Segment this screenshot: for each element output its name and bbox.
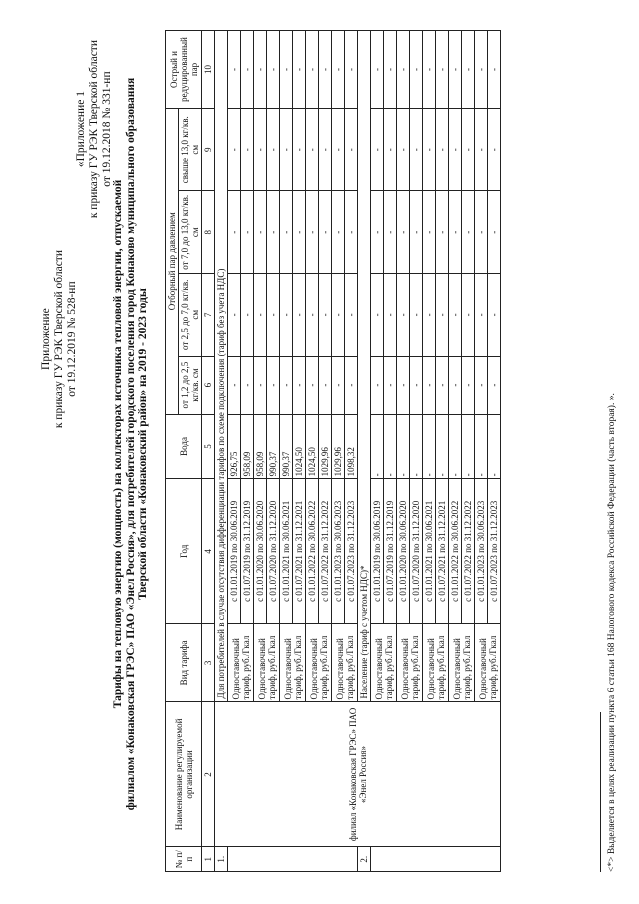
dash-cell: -: [410, 108, 423, 191]
period: с 01.07.2023 по 31.12.2023: [345, 479, 358, 624]
dash-cell: -: [254, 108, 267, 191]
header-org: Наименование регулируемой организации: [166, 702, 202, 847]
tariff-type: Одноставочный тариф, руб./Гкал: [280, 624, 306, 702]
dash-cell: -: [319, 31, 332, 109]
dash-cell: -: [228, 31, 241, 109]
tariff-type: Одноставочный тариф, руб./Гкал: [306, 624, 332, 702]
original-appendix-header: [75, 40, 114, 218]
period: с 01.01.2020 по 30.06.2020: [397, 479, 410, 624]
water-value: -: [371, 414, 384, 479]
dash-cell: -: [488, 31, 501, 109]
dash-cell: -: [241, 356, 254, 414]
dash-cell: -: [462, 31, 475, 109]
dash-cell: -: [423, 31, 436, 109]
dash-cell: -: [280, 31, 293, 109]
dash-cell: -: [488, 274, 501, 357]
period: с 01.01.2023 по 30.06.2023: [332, 479, 345, 624]
water-value: -: [449, 414, 462, 479]
water-value: 1029,96: [332, 414, 345, 479]
dash-cell: -: [436, 274, 449, 357]
dash-cell: -: [475, 356, 488, 414]
period: с 01.01.2019 по 30.06.2019: [228, 479, 241, 624]
tariff-type: Одноставочный тариф, руб./Гкал: [332, 624, 358, 702]
header-p4: свыше 13,0 кг/кв. см: [179, 108, 202, 191]
dash-cell: -: [254, 31, 267, 109]
col-number: 10: [202, 31, 215, 109]
col-number: 5: [202, 414, 215, 479]
dash-cell: -: [332, 31, 345, 109]
row-number-empty: [228, 847, 358, 872]
period: с 01.07.2019 по 31.12.2019: [241, 479, 254, 624]
orig-appendix-line1: «Приложение 1: [75, 91, 87, 168]
dash-cell: -: [436, 356, 449, 414]
title-line3: Тверской области «Конаковский район» на 2019 - 2023 годы: [137, 288, 149, 600]
dash-cell: -: [293, 191, 306, 274]
period: с 01.01.2020 по 30.06.2020: [254, 479, 267, 624]
period: с 01.01.2021 по 30.06.2021: [280, 479, 293, 624]
period: с 01.07.2022 по 31.12.2022: [462, 479, 475, 624]
dash-cell: -: [280, 191, 293, 274]
water-value: 990,37: [267, 414, 280, 479]
dash-cell: -: [371, 31, 384, 109]
document-title: [112, 44, 150, 844]
dash-cell: -: [462, 274, 475, 357]
org-name: филиал «Конаковская ГРЭС» ПАО «Энел Россия»: [215, 702, 501, 847]
header-sharp-steam: Острый и редуцированный пар: [166, 31, 202, 109]
title-line2: филиалом «Конаковская ГРЭС» ПАО «Энел Россия», для потребителей городского поселения город Конаково муниципального образования: [124, 77, 137, 811]
dash-cell: -: [241, 31, 254, 109]
dash-cell: -: [319, 356, 332, 414]
orig-appendix-line2: к приказу ГУ РЭК Тверской области: [88, 40, 100, 219]
footnote-divider: [600, 712, 601, 872]
dash-cell: -: [449, 31, 462, 109]
header-p2: от 2,5 до 7,0 кг/кв. см: [179, 274, 202, 357]
column-numbers-row: [202, 31, 215, 872]
section-title: Население (тариф с учетом НДС)*: [358, 31, 371, 702]
dash-cell: -: [267, 274, 280, 357]
dash-cell: -: [410, 191, 423, 274]
dash-cell: -: [488, 356, 501, 414]
appendix-header: [40, 250, 79, 428]
dash-cell: -: [384, 191, 397, 274]
col-number: 1: [202, 847, 215, 872]
period: с 01.07.2022 по 31.12.2022: [319, 479, 332, 624]
dash-cell: -: [306, 356, 319, 414]
dash-cell: -: [267, 31, 280, 109]
water-value: 1024,50: [293, 414, 306, 479]
dash-cell: -: [475, 31, 488, 109]
dash-cell: -: [423, 274, 436, 357]
tariff-type: Одноставочный тариф, руб./Гкал: [397, 624, 423, 702]
dash-cell: -: [436, 31, 449, 109]
dash-cell: -: [371, 274, 384, 357]
dash-cell: -: [410, 274, 423, 357]
water-value: 958,09: [241, 414, 254, 479]
dash-cell: -: [228, 356, 241, 414]
water-value: 1098,32: [345, 414, 358, 479]
header-year: Год: [166, 479, 202, 624]
tariff-type: Одноставочный тариф, руб./Гкал: [423, 624, 449, 702]
water-value: 926,75: [228, 414, 241, 479]
dash-cell: -: [397, 108, 410, 191]
appendix-line3: от 19.12.2019 № 528-нп: [66, 281, 78, 397]
section-title: Для потребителей в случае отсутствия дифференциации тарифов по схеме подключения (тариф без учета НДС): [215, 31, 228, 702]
dash-cell: -: [241, 191, 254, 274]
dash-cell: -: [293, 356, 306, 414]
orig-appendix-line3: от 19.12.2018 № 331-нп: [101, 71, 113, 187]
dash-cell: -: [332, 108, 345, 191]
dash-cell: -: [410, 356, 423, 414]
dash-cell: -: [371, 108, 384, 191]
period: с 01.01.2021 по 30.06.2021: [423, 479, 436, 624]
appendix-line2: к приказу ГУ РЭК Тверской области: [53, 250, 65, 429]
header-steam: Отборный пар давлением: [166, 108, 179, 414]
dash-cell: -: [332, 274, 345, 357]
dash-cell: -: [280, 274, 293, 357]
dash-cell: -: [332, 356, 345, 414]
dash-cell: -: [306, 274, 319, 357]
dash-cell: -: [254, 274, 267, 357]
water-value: -: [462, 414, 475, 479]
period: с 01.07.2021 по 31.12.2021: [436, 479, 449, 624]
dash-cell: -: [488, 191, 501, 274]
period: с 01.01.2022 по 30.06.2022: [306, 479, 319, 624]
col-number: 9: [202, 108, 215, 191]
dash-cell: -: [475, 274, 488, 357]
dash-cell: -: [254, 356, 267, 414]
dash-cell: -: [293, 31, 306, 109]
dash-cell: -: [384, 31, 397, 109]
water-value: 990,37: [280, 414, 293, 479]
dash-cell: -: [423, 191, 436, 274]
dash-cell: -: [397, 356, 410, 414]
dash-cell: -: [462, 356, 475, 414]
row-number: 2.: [358, 847, 371, 872]
water-value: -: [436, 414, 449, 479]
water-value: 958,09: [254, 414, 267, 479]
dash-cell: -: [384, 108, 397, 191]
water-value: 1029,96: [319, 414, 332, 479]
dash-cell: -: [228, 274, 241, 357]
dash-cell: -: [280, 356, 293, 414]
dash-cell: -: [488, 108, 501, 191]
water-value: -: [488, 414, 501, 479]
col-number: 8: [202, 191, 215, 274]
dash-cell: -: [241, 274, 254, 357]
tariff-type: Одноставочный тариф, руб./Гкал: [228, 624, 254, 702]
period: с 01.01.2022 по 30.06.2022: [449, 479, 462, 624]
row-number-empty: [371, 847, 501, 872]
col-number: 2: [202, 702, 215, 847]
dash-cell: -: [371, 191, 384, 274]
dash-cell: -: [241, 108, 254, 191]
col-number: 7: [202, 274, 215, 357]
dash-cell: -: [306, 191, 319, 274]
header-p1: от 1,2 до 2,5 кг/кв. см: [179, 356, 202, 414]
appendix-line1: Приложение: [40, 308, 52, 370]
period: с 01.07.2020 по 31.12.2020: [410, 479, 423, 624]
dash-cell: -: [345, 356, 358, 414]
dash-cell: -: [371, 356, 384, 414]
dash-cell: -: [267, 108, 280, 191]
tariff-type: Одноставочный тариф, руб./Гкал: [371, 624, 397, 702]
dash-cell: -: [319, 274, 332, 357]
tariff-type: Одноставочный тариф, руб./Гкал: [254, 624, 280, 702]
water-value: 1024,50: [306, 414, 319, 479]
header-water: Вода: [166, 414, 202, 479]
period: с 01.07.2020 по 31.12.2020: [267, 479, 280, 624]
header-num: № п/п: [166, 847, 202, 872]
dash-cell: -: [462, 108, 475, 191]
period: с 01.07.2019 по 31.12.2019: [384, 479, 397, 624]
footnote: <*> Выделяется в целях реализации пункта 6 статьи 168 Налогового кодекса Российской Федерации (часть вторая). ».: [607, 393, 617, 872]
dash-cell: -: [267, 191, 280, 274]
dash-cell: -: [332, 191, 345, 274]
title-line1: Тарифы на тепловую энергию (мощность) на коллекторах источника тепловой энергии, отпускаемой: [112, 179, 124, 709]
section-row: [215, 31, 228, 872]
row-number: 1.: [215, 847, 228, 872]
water-value: -: [410, 414, 423, 479]
dash-cell: -: [228, 191, 241, 274]
period: с 01.07.2023 по 31.12.2023: [488, 479, 501, 624]
dash-cell: -: [423, 108, 436, 191]
dash-cell: -: [345, 108, 358, 191]
dash-cell: -: [462, 191, 475, 274]
dash-cell: -: [423, 356, 436, 414]
dash-cell: -: [436, 108, 449, 191]
dash-cell: -: [345, 31, 358, 109]
dash-cell: -: [319, 191, 332, 274]
dash-cell: -: [293, 108, 306, 191]
dash-cell: -: [449, 191, 462, 274]
dash-cell: -: [319, 108, 332, 191]
dash-cell: -: [280, 108, 293, 191]
water-value: -: [475, 414, 488, 479]
dash-cell: -: [436, 191, 449, 274]
dash-cell: -: [228, 108, 241, 191]
tariff-type: Одноставочный тариф, руб./Гкал: [449, 624, 475, 702]
dash-cell: -: [306, 108, 319, 191]
dash-cell: -: [384, 356, 397, 414]
dash-cell: -: [449, 274, 462, 357]
dash-cell: -: [293, 274, 306, 357]
dash-cell: -: [410, 31, 423, 109]
tariff-type: Одноставочный тариф, руб./Гкал: [475, 624, 501, 702]
dash-cell: -: [267, 356, 280, 414]
water-value: -: [397, 414, 410, 479]
tariff-table: [165, 30, 501, 872]
period: с 01.01.2023 по 30.06.2023: [475, 479, 488, 624]
table-body: [215, 31, 501, 872]
dash-cell: -: [345, 274, 358, 357]
dash-cell: -: [397, 31, 410, 109]
water-value: -: [423, 414, 436, 479]
dash-cell: -: [384, 274, 397, 357]
dash-cell: -: [397, 274, 410, 357]
dash-cell: -: [254, 191, 267, 274]
period: с 01.07.2021 по 31.12.2021: [293, 479, 306, 624]
dash-cell: -: [449, 108, 462, 191]
header-p3: от 7,0 до 13,0 кг/кв. см: [179, 191, 202, 274]
dash-cell: -: [475, 108, 488, 191]
dash-cell: -: [397, 191, 410, 274]
dash-cell: -: [345, 191, 358, 274]
header-tariff-type: Вид тарифа: [166, 624, 202, 702]
col-number: 6: [202, 356, 215, 414]
period: с 01.01.2019 по 30.06.2019: [371, 479, 384, 624]
water-value: -: [384, 414, 397, 479]
dash-cell: -: [475, 191, 488, 274]
dash-cell: -: [306, 31, 319, 109]
col-number: 4: [202, 479, 215, 624]
col-number: 3: [202, 624, 215, 702]
dash-cell: -: [449, 356, 462, 414]
